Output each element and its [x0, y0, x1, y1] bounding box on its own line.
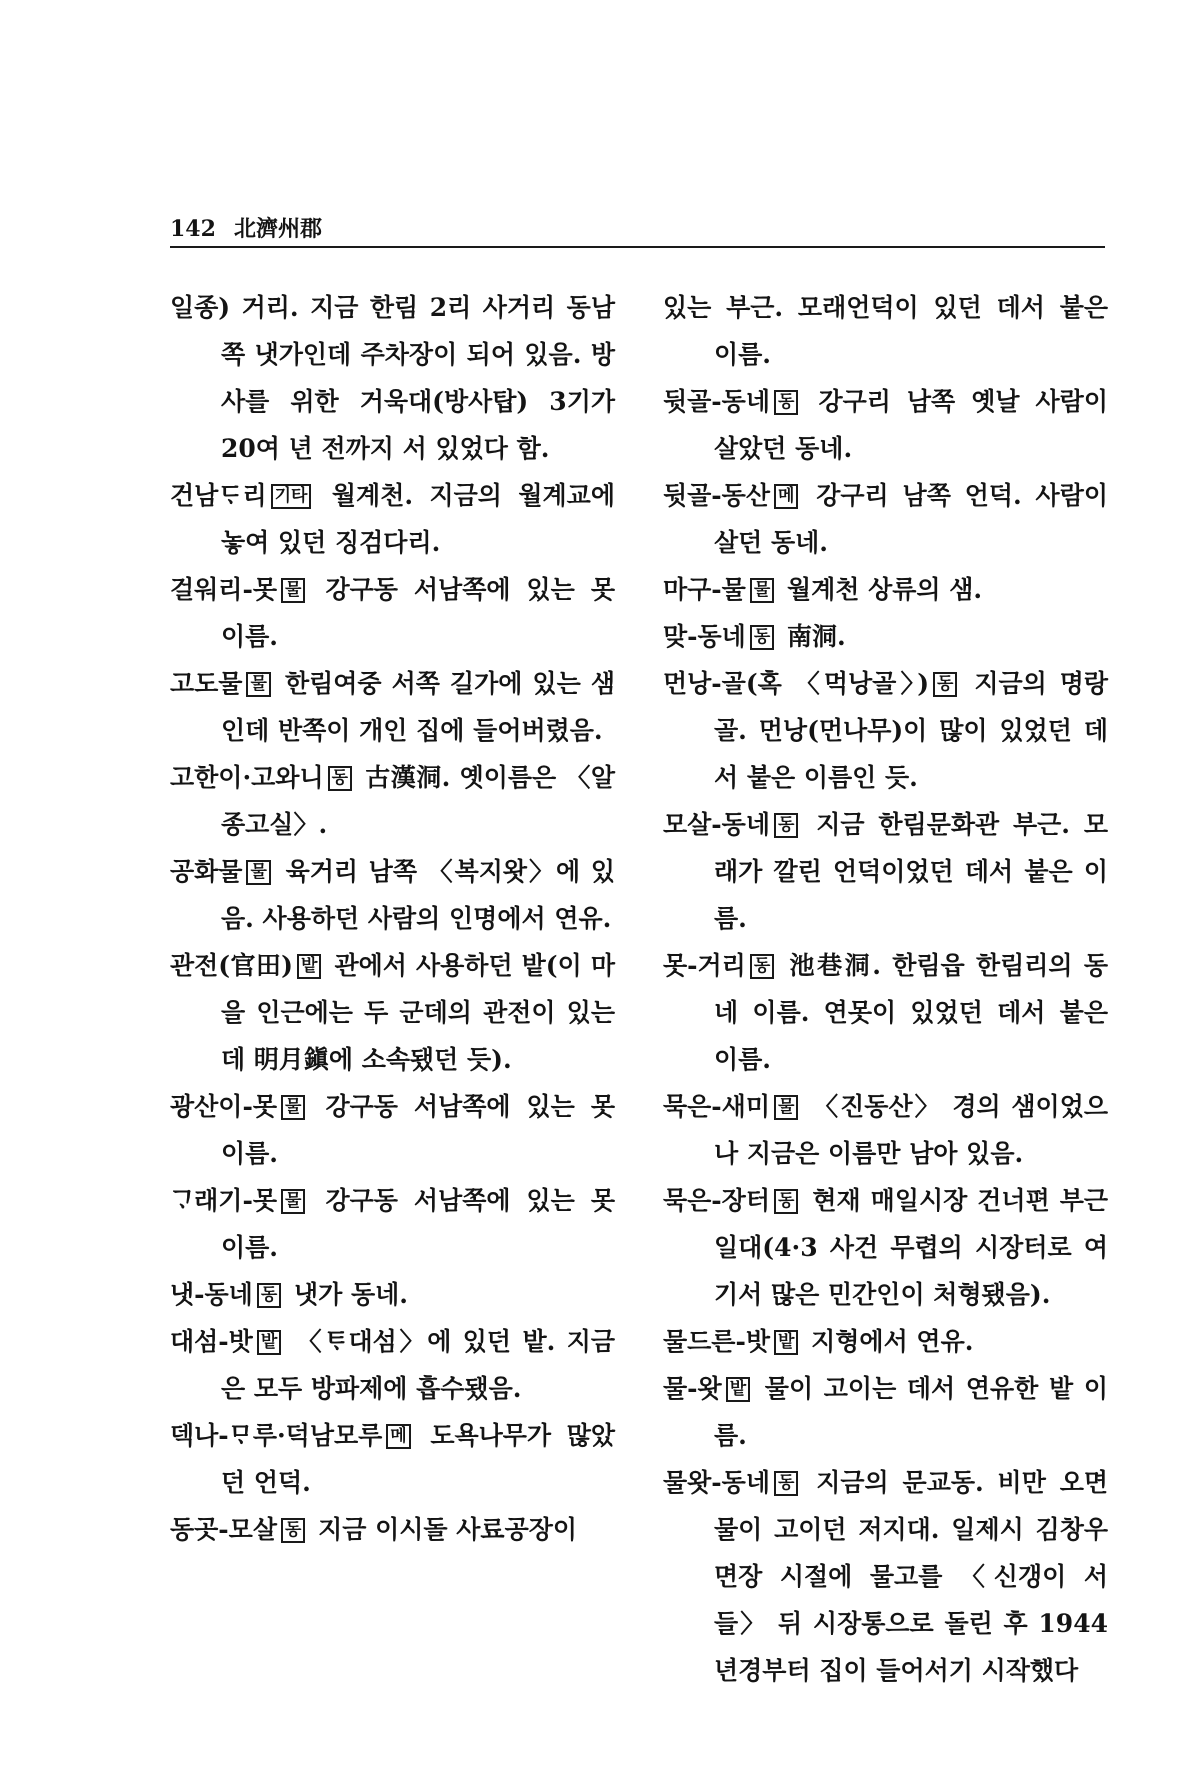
dictionary-entry — [170, 284, 615, 472]
entry-body: 강구동 서남쪽에 있는 못 이름. — [221, 1092, 615, 1168]
entry-headword: 물-왓 — [663, 1374, 722, 1403]
entry-body: 육거리 남쪽 〈복지왓〉에 있음. 사용하던 사람의 인명에서 연유. — [221, 857, 615, 933]
right-column — [663, 284, 1108, 1694]
entry-headword: 관전(官田) — [170, 951, 294, 980]
entry-category-tag: 동 — [933, 672, 957, 697]
entry-body: 도욕나무가 많았던 언덕. — [221, 1421, 615, 1497]
entry-category-tag: 동 — [774, 1471, 798, 1496]
entry-body: 월계천. 지금의 월계교에 놓여 있던 징검다리. — [221, 481, 615, 557]
dictionary-entry — [663, 1083, 1108, 1177]
entry-headword: 동곳-모살 — [170, 1515, 277, 1544]
entry-headword: 광산이-못 — [170, 1092, 277, 1121]
dictionary-entry — [663, 566, 1108, 613]
entry-headword: 마구-물 — [663, 575, 746, 604]
dictionary-entry — [663, 472, 1108, 566]
dictionary-entry — [170, 1083, 615, 1177]
entry-headword: 먼낭-골(혹 〈먹낭골〉) — [663, 669, 930, 698]
entry-body: 지형에서 연유. — [802, 1327, 974, 1356]
dictionary-entry — [170, 1271, 615, 1318]
dictionary-entry — [170, 942, 615, 1083]
entry-headword: 물드른-밧 — [663, 1327, 770, 1356]
entry-headword: ᄀᆞ래기-못 — [170, 1186, 277, 1215]
entry-body: 냇가 동네. — [285, 1280, 408, 1309]
entry-body: 지금의 명랑골. 먼낭(먼나무)이 많이 있었던 데서 붙은 이름인 듯. — [714, 669, 1108, 792]
entry-headword: 고도물 — [170, 669, 243, 698]
entry-body: 강구동 서남쪽에 있는 못 이름. — [221, 575, 615, 651]
entry-category-tag: 물 — [281, 578, 305, 603]
dictionary-entry — [170, 1506, 615, 1553]
entry-body: 강구리 남쪽 옛날 사람이 살았던 동네. — [714, 387, 1108, 463]
page-number: 142 — [170, 216, 216, 242]
dictionary-entry — [663, 660, 1108, 801]
dictionary-entry — [170, 1177, 615, 1271]
entry-category-tag: 동 — [257, 1283, 281, 1308]
entry-body: 池巷洞. 한림읍 한림리의 동네 이름. 연못이 있었던 데서 붙은 이름. — [714, 951, 1108, 1074]
entry-headword: 고한이·고와니 — [170, 763, 324, 792]
entry-category-tag: 동 — [750, 625, 774, 650]
dictionary-entry — [663, 1365, 1108, 1459]
entry-category-tag: 물 — [246, 672, 270, 697]
dictionary-entry — [663, 284, 1108, 378]
entry-headword: 뒷골-동네 — [663, 387, 770, 416]
header-rule — [170, 246, 1105, 248]
dictionary-entry — [170, 754, 615, 848]
entry-category-tag: 밭 — [726, 1377, 750, 1402]
entry-category-tag: 물 — [246, 860, 270, 885]
dictionary-entry — [170, 1412, 615, 1506]
entry-body: 있는 부근. 모래언덕이 있던 데서 붙은 이름. — [663, 293, 1108, 369]
entry-body: 南洞. — [778, 622, 846, 651]
entry-headword: 냇-동네 — [170, 1280, 253, 1309]
entry-category-tag: 기타 — [271, 484, 312, 509]
dictionary-entry — [663, 942, 1108, 1083]
dictionary-entry — [170, 1318, 615, 1412]
entry-body: 월계천 상류의 샘. — [778, 575, 983, 604]
entry-category-tag: 메 — [386, 1424, 410, 1449]
entry-category-tag: 밭 — [297, 954, 321, 979]
entry-category-tag: 동 — [750, 954, 774, 979]
entry-headword: 건남ᄃᆞ리 — [170, 481, 267, 510]
entry-body: 강구리 남쪽 언덕. 사람이 살던 동네. — [714, 481, 1108, 557]
entry-category-tag: 밭 — [257, 1330, 281, 1355]
dictionary-entry — [663, 613, 1108, 660]
entry-category-tag: 물 — [750, 578, 774, 603]
dictionary-entry — [170, 848, 615, 942]
entry-category-tag: 밭 — [774, 1330, 798, 1355]
entry-headword: 묵은-장터 — [663, 1186, 770, 1215]
entry-headword: 물왓-동네 — [663, 1468, 770, 1497]
entry-category-tag: 동 — [774, 1189, 798, 1214]
entry-body: 古漢洞. 옛이름은 〈알종고실〉. — [221, 763, 615, 839]
entry-headword: 대섬-밧 — [170, 1327, 253, 1356]
entry-category-tag: 메 — [774, 484, 798, 509]
entry-body: 지금 한림문화관 부근. 모래가 깔린 언덕이었던 데서 붙은 이름. — [714, 810, 1108, 933]
dictionary-entry — [170, 660, 615, 754]
entry-body: 현재 매일시장 건너편 부근 일대(4·3 사건 무렵의 시장터로 여기서 많은 민간인이 처형됐음). — [714, 1186, 1108, 1309]
entry-headword: 맞-동네 — [663, 622, 746, 651]
entry-body: 지금 이시돌 사료공장이 — [309, 1515, 578, 1544]
entry-headword: 공화물 — [170, 857, 243, 886]
entry-headword: 뒷골-동산 — [663, 481, 770, 510]
entry-headword: 모살-동네 — [663, 810, 770, 839]
entry-category-tag: 물 — [281, 1189, 305, 1214]
entry-headword: 못-거리 — [663, 951, 746, 980]
entry-body: 한림여중 서쪽 길가에 있는 샘인데 반쪽이 개인 집에 들어버렸음. — [221, 669, 615, 745]
entry-body: 강구동 서남쪽에 있는 못 이름. — [221, 1186, 615, 1262]
page-header — [170, 212, 1105, 243]
entry-category-tag: 물 — [774, 1095, 798, 1120]
dictionary-entry — [170, 566, 615, 660]
dictionary-entry — [663, 1318, 1108, 1365]
entry-category-tag: 동 — [281, 1518, 305, 1543]
entry-body: 지금의 문교동. 비만 오면 물이 고이던 저지대. 일제시 김창우 면장 시절에 물고를 〈신갱이 서들〉 뒤 시장통으로 돌린 후 1944년경부터 집이 들어서기 시작했다 — [714, 1468, 1108, 1685]
entry-category-tag: 동 — [328, 766, 352, 791]
section-title: 北濟州郡 — [233, 216, 322, 242]
entry-body: 관에서 사용하던 밭(이 마을 인근에는 두 군데의 관전이 있는데 明月鎭에 소속됐던 듯). — [221, 951, 615, 1074]
entry-body: 일종) 거리. 지금 한림 2리 사거리 동남쪽 냇가인데 주차장이 되어 있음. 방사를 위한 거욱대(방사탑) 3기가 20여 년 전까지 서 있었다 함. — [170, 293, 615, 463]
entry-headword: 덱나-ᄆᆞ루·덕남모루 — [170, 1421, 383, 1450]
entry-category-tag: 동 — [774, 813, 798, 838]
entry-body: 〈ᄐᆞ대섬〉에 있던 밭. 지금은 모두 방파제에 흡수됐음. — [221, 1327, 615, 1403]
dictionary-entry — [663, 378, 1108, 472]
left-column — [170, 284, 615, 1553]
dictionary-entry — [663, 1459, 1108, 1694]
entry-body: 물이 고이는 데서 연유한 밭 이름. — [714, 1374, 1108, 1450]
dictionary-entry — [170, 472, 615, 566]
dictionary-entry — [663, 801, 1108, 942]
entry-category-tag: 동 — [774, 390, 798, 415]
entry-headword: 묵은-새미 — [663, 1092, 770, 1121]
entry-headword: 걸워리-못 — [170, 575, 277, 604]
entry-category-tag: 물 — [281, 1095, 305, 1120]
entry-body: 〈진동산〉 경의 샘이었으나 지금은 이름만 남아 있음. — [714, 1092, 1108, 1168]
dictionary-entry — [663, 1177, 1108, 1318]
